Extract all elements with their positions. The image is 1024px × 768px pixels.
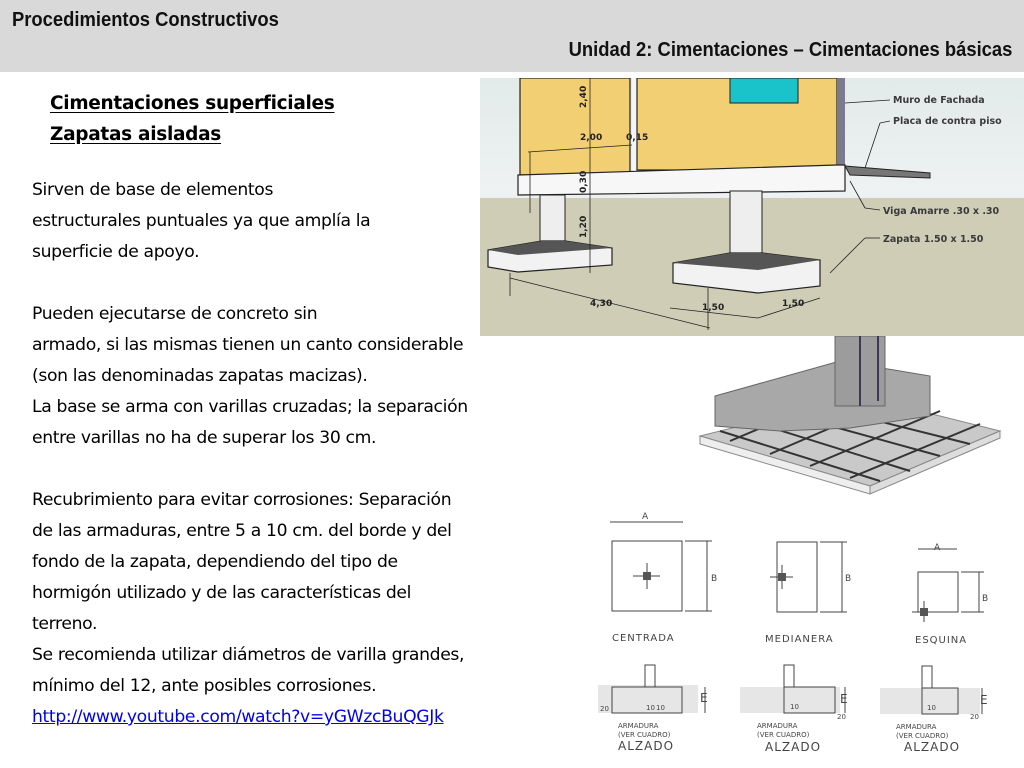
dim-wall-height: 2,40 xyxy=(579,85,589,108)
rebar-footing-figure xyxy=(690,336,1024,506)
dim-gap: 0,15 xyxy=(626,133,649,143)
text-line: Se recomienda utilizar diámetros de varilla grandes, xyxy=(32,645,465,665)
footing-types-figure xyxy=(590,505,1024,768)
text-line: de las armaduras, entre 5 a 10 cm. del borde y del xyxy=(32,521,452,541)
label-armadura: ARMADURA xyxy=(618,722,659,730)
house-foundation-figure xyxy=(480,78,1024,336)
dim-column: 1,20 xyxy=(579,215,589,238)
youtube-link[interactable]: http://www.youtube.com/watch?v=yGWzcBuQGJk xyxy=(32,707,444,727)
label-viga: Viga Amarre .30 x .30 xyxy=(883,206,1000,217)
label-esquina: ESQUINA xyxy=(915,635,968,646)
section-title-main: Cimentaciones superficiales xyxy=(50,93,335,114)
dim-footing-b: 1,50 xyxy=(782,299,805,309)
section-title-sub: Zapatas aisladas xyxy=(50,124,222,145)
text-line: entre varillas no ha de superar los 30 cm. xyxy=(32,428,377,448)
label-medianera: MEDIANERA xyxy=(765,634,834,645)
label-muro: Muro de Fachada xyxy=(893,95,985,106)
text-line: terreno. xyxy=(32,614,98,634)
dim-b-medianera: B xyxy=(845,574,852,584)
label-armadura: ARMADURA xyxy=(896,723,937,731)
label-alzado: ALZADO xyxy=(765,740,822,754)
dim-b-esquina: B xyxy=(982,594,989,604)
label-zapata: Zapata 1.50 x 1.50 xyxy=(883,234,984,245)
label-alzado: ALZADO xyxy=(618,739,675,753)
text-line: estructurales puntuales ya que amplía la xyxy=(32,211,371,231)
label-ver-cuadro: (VER CUADRO) xyxy=(757,731,810,739)
text-line: armado, si las mismas tienen un canto considerable xyxy=(32,335,464,355)
course-title: Procedimientos Constructivos xyxy=(12,9,279,31)
text-line: superficie de apoyo. xyxy=(32,242,200,262)
label-centrada: CENTRADA xyxy=(612,633,675,644)
text-line: Recubrimiento para evitar corrosiones: Separación xyxy=(32,490,452,510)
dim-e: E xyxy=(700,691,708,705)
dim-10: 10 xyxy=(790,703,799,711)
dim-b-centrada: B xyxy=(711,574,718,584)
label-ver-cuadro: (VER CUADRO) xyxy=(618,731,671,739)
dim-20: 20 xyxy=(837,713,846,721)
dim-20: 20 xyxy=(970,713,979,721)
dim-span: 4,30 xyxy=(590,299,613,309)
dim-10: 10 xyxy=(656,704,665,712)
text-line: Sirven de base de elementos xyxy=(32,180,274,200)
dim-e: E xyxy=(980,693,988,707)
text-line: Pueden ejecutarse de concreto sin xyxy=(32,304,318,324)
label-alzado: ALZADO xyxy=(904,740,961,754)
text-line: La base se arma con varillas cruzadas; la separación xyxy=(32,397,468,417)
dim-footing-a: 1,50 xyxy=(702,303,725,313)
unit-title: Unidad 2: Cimentaciones – Cimentaciones básicas xyxy=(568,39,1012,61)
text-line: hormigón utilizado y de las características del xyxy=(32,583,412,603)
dim-a-esquina: A xyxy=(934,543,941,553)
dim-10: 10 xyxy=(927,704,936,712)
section-titles xyxy=(50,88,335,150)
text-line: mínimo del 12, ante posibles corrosiones. xyxy=(32,676,377,696)
label-placa: Placa de contra piso xyxy=(893,116,1002,127)
dim-10: 10 xyxy=(646,704,655,712)
slide-header xyxy=(0,0,1024,72)
dim-20: 20 xyxy=(600,705,609,713)
text-line: fondo de la zapata, dependiendo del tipo de xyxy=(32,552,398,572)
dim-a-centrada: A xyxy=(642,512,649,522)
text-line: (son las denominadas zapatas macizas). xyxy=(32,366,368,386)
dim-beam: 0,30 xyxy=(579,170,589,193)
dim-e: E xyxy=(840,692,848,706)
dim-wall-width: 2,00 xyxy=(580,133,603,143)
label-armadura: ARMADURA xyxy=(757,722,798,730)
label-ver-cuadro: (VER CUADRO) xyxy=(896,732,949,740)
